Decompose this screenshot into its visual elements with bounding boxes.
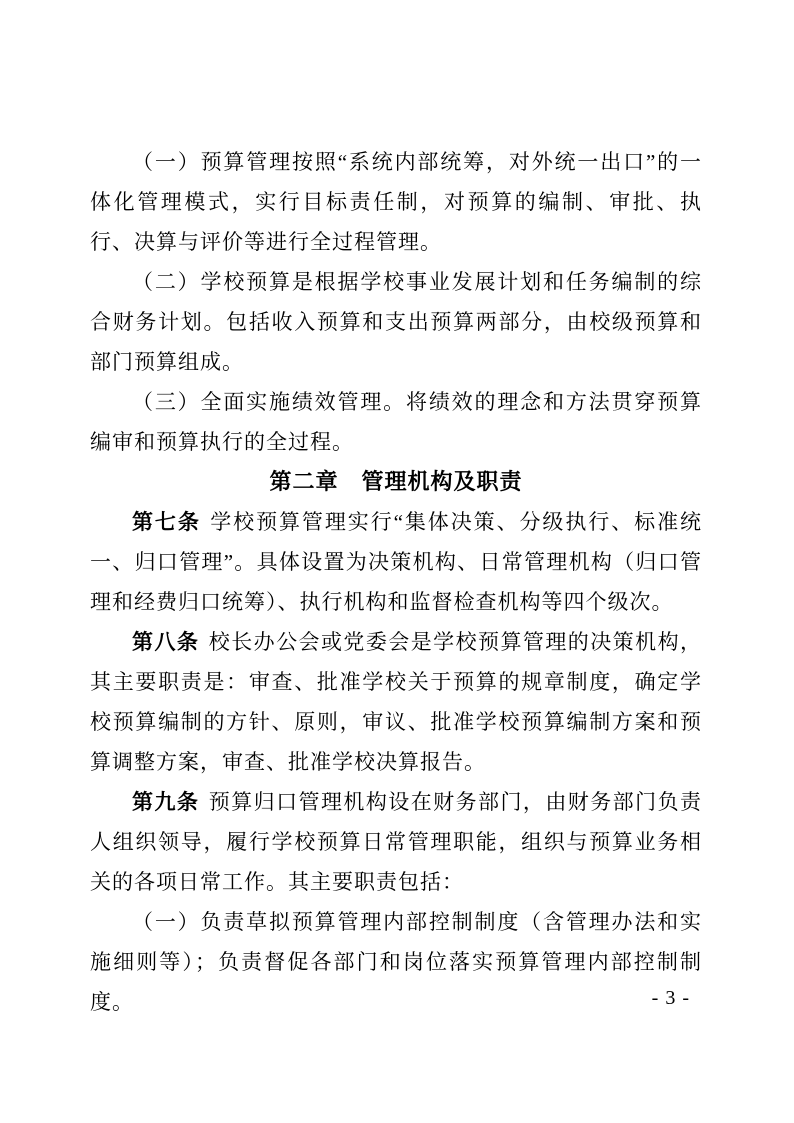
article-9-number: 第九条 xyxy=(132,790,200,814)
document-body xyxy=(90,142,702,1022)
page-number: - 3 - xyxy=(651,987,690,1009)
article-8-number: 第八条 xyxy=(132,630,200,654)
article-7-number: 第七条 xyxy=(132,510,201,534)
paragraph-article-8 xyxy=(90,622,702,782)
paragraph-article-7 xyxy=(90,502,702,622)
paragraph-item-3: （三）全面实施绩效管理。将绩效的理念和方法贯穿预算编审和预算执行的全过程。 xyxy=(90,390,702,454)
chapter-heading: 第二章 管理机构及职责 xyxy=(269,469,523,494)
article-8-text: 校长办公会或党委会是学校预算管理的决策机构，其主要职责是：审查、批准学校关于预算的规章制度，确定学校预算编制的方针、原则，审议、批准学校预算编制方案和预算调整方案，审查、批准学校决算报告。 xyxy=(90,630,703,774)
paragraph-article-9 xyxy=(90,782,702,902)
article-7-text: 学校预算管理实行“集体决策、分级执行、标准统一、归口管理”。具体设置为决策机构、日常管理机构（归口管理和经费归口统筹）、执行机构和监督检查机构等四个级次。 xyxy=(90,510,702,614)
paragraph-item-4: （一）负责草拟预算管理内部控制制度（含管理办法和实施细则等）；负责督促各部门和岗位落实预算管理内部控制制度。 xyxy=(90,910,702,1014)
article-9-text: 预算归口管理机构设在财务部门，由财务部门负责人组织领导，履行学校预算日常管理职能，组织与预算业务相关的各项日常工作。其主要职责包括： xyxy=(90,790,703,894)
paragraph-item-1: （一）预算管理按照“系统内部统筹，对外统一出口”的一体化管理模式，实行目标责任制，对预算的编制、审批、执行、决算与评价等进行全过程管理。 xyxy=(90,150,702,254)
paragraph-item-2: （二）学校预算是根据学校事业发展计划和任务编制的综合财务计划。包括收入预算和支出预算两部分，由校级预算和部门预算组成。 xyxy=(90,270,702,374)
